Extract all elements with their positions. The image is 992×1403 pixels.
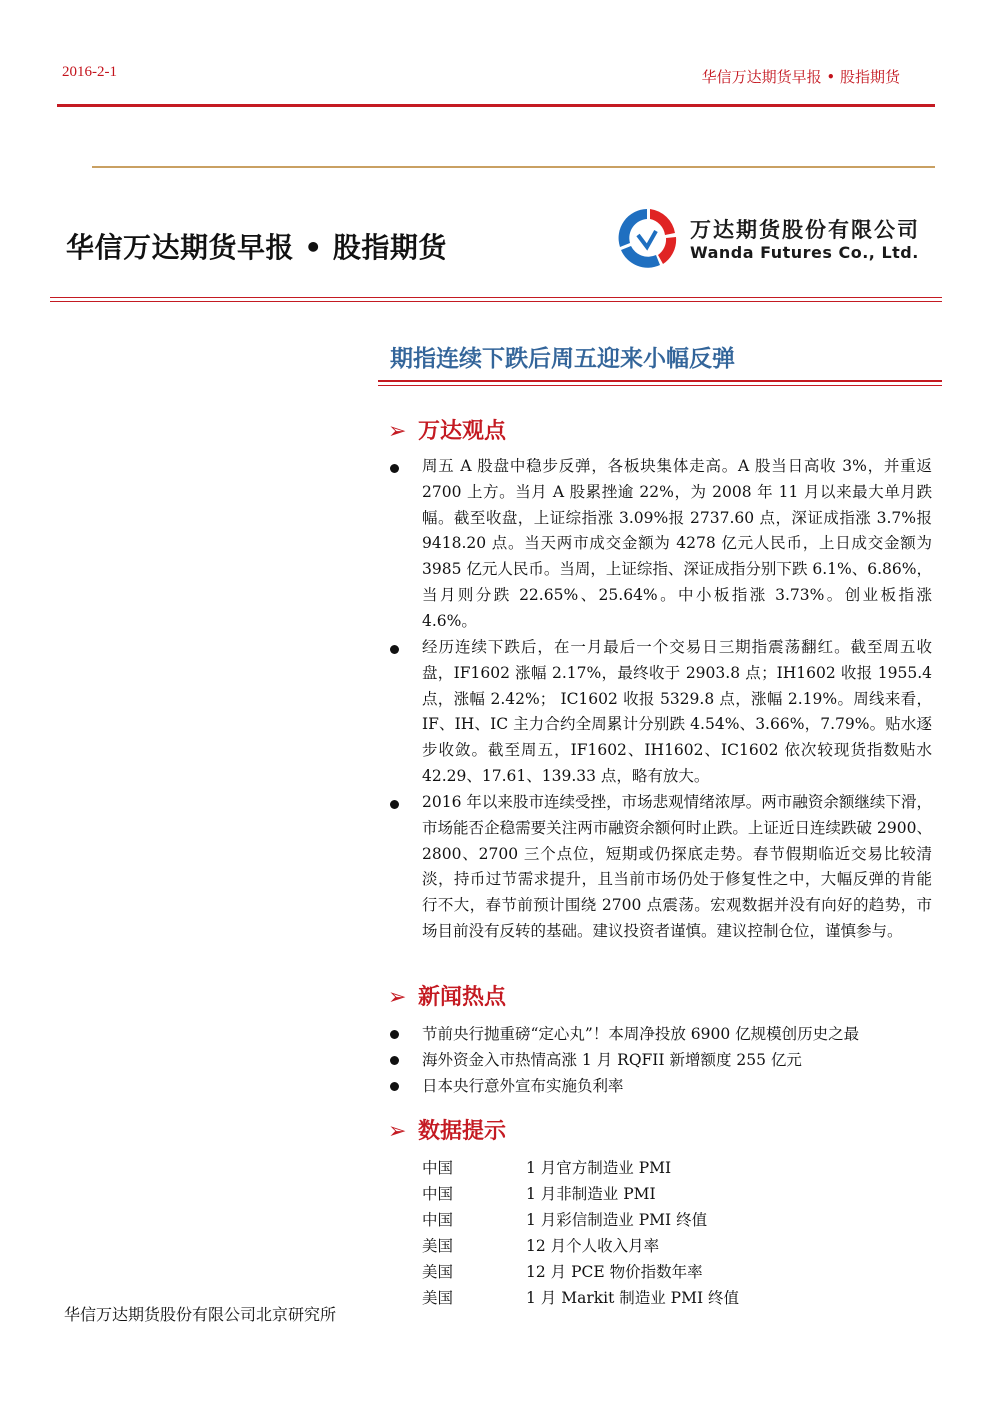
data-country: 美国 (422, 1289, 454, 1307)
chevron-right-icon: ➢ (388, 1119, 407, 1144)
company-name-en: Wanda Futures Co., Ltd. (690, 243, 919, 262)
report-title-underline-thin (378, 385, 942, 386)
view-paragraph: 周五 A 股盘中稳步反弹，各板块集体走高。A 股当日高收 3%，并重返 2700 上方。当月 A 股累挫逾 22%，为 2008 年 11 月以来最大单月跌幅。截至收盘，上证综指涨 3.09%报 2737.60 点，深证成指涨 3.7%报 9418.20 点。当天两市成交金额为 4278 亿元人民币，上日成交金额为 3985 亿元人民币。当周，上证综指、深证成指分别下跌 6.1%、6.86%，当月则分跌 22.65%、25.64%。中小板指涨 3.73%。创业板指涨 4.6%。 (422, 457, 932, 630)
gold-divider (92, 166, 935, 168)
bullet-icon (390, 464, 399, 473)
data-country: 中国 (422, 1159, 454, 1177)
bullet-icon (390, 800, 399, 809)
data-item: 12 月 PCE 物价指数年率 (526, 1263, 703, 1281)
report-title: 期指连续下跌后周五迎来小幅反弹 (390, 346, 735, 372)
news-item: 节前央行抛重磅“定心丸”！本周净投放 6900 亿规模创历史之最 (422, 1025, 860, 1043)
data-item: 1 月彩信制造业 PMI 终值 (526, 1211, 708, 1229)
view-paragraph: 经历连续下跌后，在一月最后一个交易日三期指震荡翻红。截至周五收盘，IF1602 涨幅 2.17%，最终收于 2903.8 点；IH1602 收报 1955.4 点，涨幅 2.42%； IC1602 收报 5329.8 点，涨幅 2.19%。周线来看，IF、IH、IC 主力合约全周累计分别跌 4.54%、3.66%，7.79%。贴水逐步收敛。截至周五，IF1602、IH1602、IC1602 依次较现货指数贴水 42.29、17.61、139.33 点，略有放大。 (422, 638, 932, 785)
main-title: 华信万达期货早报 • 股指期货 (66, 231, 447, 264)
title-divider-top (50, 297, 942, 298)
data-country: 美国 (422, 1263, 454, 1281)
company-name-cn: 万达期货股份有限公司 (690, 218, 920, 242)
section-heading-news: ➢ 新闻热点 (388, 985, 507, 1010)
data-country: 美国 (422, 1237, 454, 1255)
bullet-icon (390, 1082, 399, 1091)
report-title-underline (378, 380, 942, 382)
bullet-icon (390, 1030, 399, 1039)
chevron-right-icon: ➢ (388, 419, 407, 444)
header-date: 2016-2-1 (62, 64, 117, 80)
data-country: 中国 (422, 1211, 454, 1229)
data-country: 中国 (422, 1185, 454, 1203)
data-item: 1 月非制造业 PMI (526, 1185, 656, 1203)
bullet-icon (390, 645, 399, 654)
title-divider-bottom (50, 301, 942, 302)
data-item: 12 月个人收入月率 (526, 1237, 660, 1255)
section-heading-data: ➢ 数据提示 (388, 1119, 507, 1144)
footer-institute: 华信万达期货股份有限公司北京研究所 (64, 1305, 337, 1324)
section-heading-views: ➢ 万达观点 (388, 419, 507, 444)
wanda-logo-icon (612, 203, 682, 273)
chevron-right-icon: ➢ (388, 985, 407, 1010)
view-paragraph: 2016 年以来股市连续受挫，市场悲观情绪浓厚。两市融资余额继续下滑，市场能否企稳需要关注两市融资余额何时止跌。上证近日连续跌破 2900、2800、2700 三个点位，短期或仍探底走势。春节假期临近交易比较清淡，持币过节需求提升，且当前市场仍处于修复性之中，大幅反弹的肯能行不大，春节前预计围绕 2700 点震荡。宏观数据并没有向好的趋势，市场目前没有反转的基础。建议投资者谨慎。建议控制仓位，谨慎参与。 (422, 793, 932, 940)
header-divider (57, 104, 935, 107)
data-item: 1 月官方制造业 PMI (526, 1159, 672, 1177)
header-report-name: 华信万达期货早报 • 股指期货 (701, 68, 900, 86)
news-item: 日本央行意外宣布实施负利率 (422, 1077, 624, 1095)
news-item: 海外资金入市热情高涨 1 月 RQFII 新增额度 255 亿元 (422, 1051, 802, 1069)
bullet-icon (390, 1056, 399, 1065)
data-item: 1 月 Markit 制造业 PMI 终值 (526, 1289, 740, 1307)
